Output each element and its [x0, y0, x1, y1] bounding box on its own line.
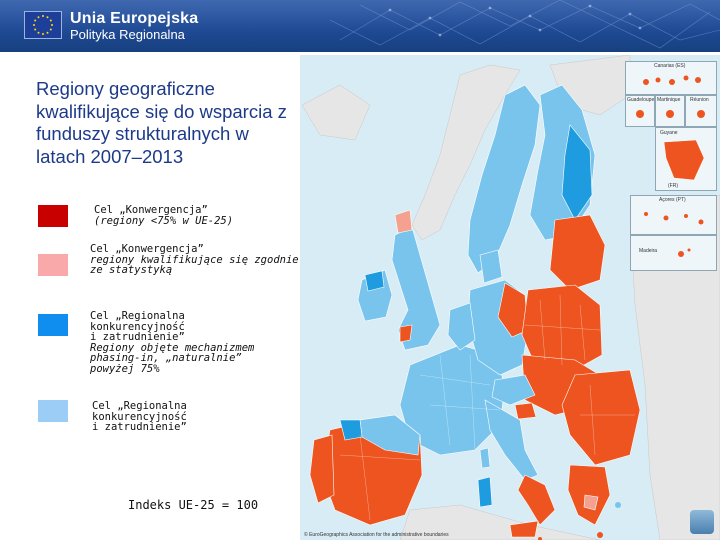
eu-regions-map [300, 55, 720, 540]
inset-label-guyane: Guyane [660, 130, 678, 136]
legend-desc: Regiony objęte mechanizmem phasing-in, „naturalnie” powyżej 75% [90, 341, 255, 375]
uk-regions [392, 227, 440, 350]
ireland-phasing-in [365, 271, 384, 291]
inset-label-reunion: Réunion [690, 97, 709, 103]
eu-flag-icon [24, 11, 62, 39]
legend-desc: (regiony <75% w UE-25) [94, 214, 234, 227]
legend-swatch-competitiveness [38, 400, 68, 422]
inset-label-canarias: Canarias (ES) [654, 63, 686, 69]
brand-title: Unia Europejska [70, 10, 199, 27]
corsica-regions [480, 448, 490, 468]
legend-swatch-phasing-in [38, 314, 68, 336]
legend-swatch-convergence [38, 205, 68, 227]
inset-acores [630, 195, 717, 235]
legend-desc: regiony kwalifikujące się zgodnie ze statystyką [90, 253, 299, 276]
legend-item-convergence [94, 205, 233, 226]
legend-item-competitiveness [92, 401, 187, 433]
index-note: Indeks UE-25 = 100 [128, 498, 259, 512]
scotland-statistical [395, 210, 412, 233]
inset-label-guadeloupe: Guadeloupe [627, 97, 655, 103]
romania-bulgaria-convergence [562, 370, 640, 465]
benelux-regions [448, 303, 475, 350]
legend-head: Cel „Konwergencja” [94, 204, 208, 216]
regio-logo-icon [690, 510, 714, 534]
inset-label-madeira: Madeira [639, 248, 658, 254]
uk-convergence [400, 325, 412, 342]
inset-guadeloupe [625, 95, 655, 127]
inset-madeira [630, 235, 717, 271]
inset-label-acores: Açores (PT) [659, 197, 686, 203]
brand-subtitle: Polityka Regionalna [70, 27, 185, 42]
guyane-land [656, 128, 716, 190]
denmark-regions [480, 250, 502, 283]
inset-martinique [655, 95, 685, 127]
header-network-pattern [330, 0, 720, 52]
inset-guyane [655, 127, 717, 191]
inset-label-martinique: Martinique [657, 97, 681, 103]
legend-head: Cel „Regionalna konkurencyjność i zatrudnienie” [90, 310, 185, 343]
legend-item-phasing-in [90, 311, 254, 374]
legend-head: Cel „Regionalna konkurencyjność i zatrudnienie” [92, 400, 187, 433]
sardinia-phasing-in [478, 477, 492, 507]
aegean-islands [615, 502, 621, 508]
crete-island [597, 532, 603, 538]
inset-label-fr: (FR) [668, 183, 678, 189]
greece-convergence [568, 465, 610, 525]
baltics-convergence [550, 215, 605, 290]
legend-item-statistical [90, 244, 299, 276]
inset-reunion [685, 95, 717, 127]
slovenia-regions [515, 403, 536, 419]
portugal-convergence [310, 435, 334, 503]
map-copyright: © EuroGeographics Association for the administrative boundaries [304, 532, 449, 538]
legend-swatch-statistical [38, 254, 68, 276]
inset-canarias [625, 61, 717, 95]
header-banner [0, 0, 720, 52]
italy-south-convergence [518, 475, 555, 525]
legend-head: Cel „Konwergencja” [90, 243, 204, 255]
page-title: Regiony geograficzne kwalifikujące się do wsparcia z funduszy strukturalnych w latach 2007–2013 [36, 78, 287, 167]
